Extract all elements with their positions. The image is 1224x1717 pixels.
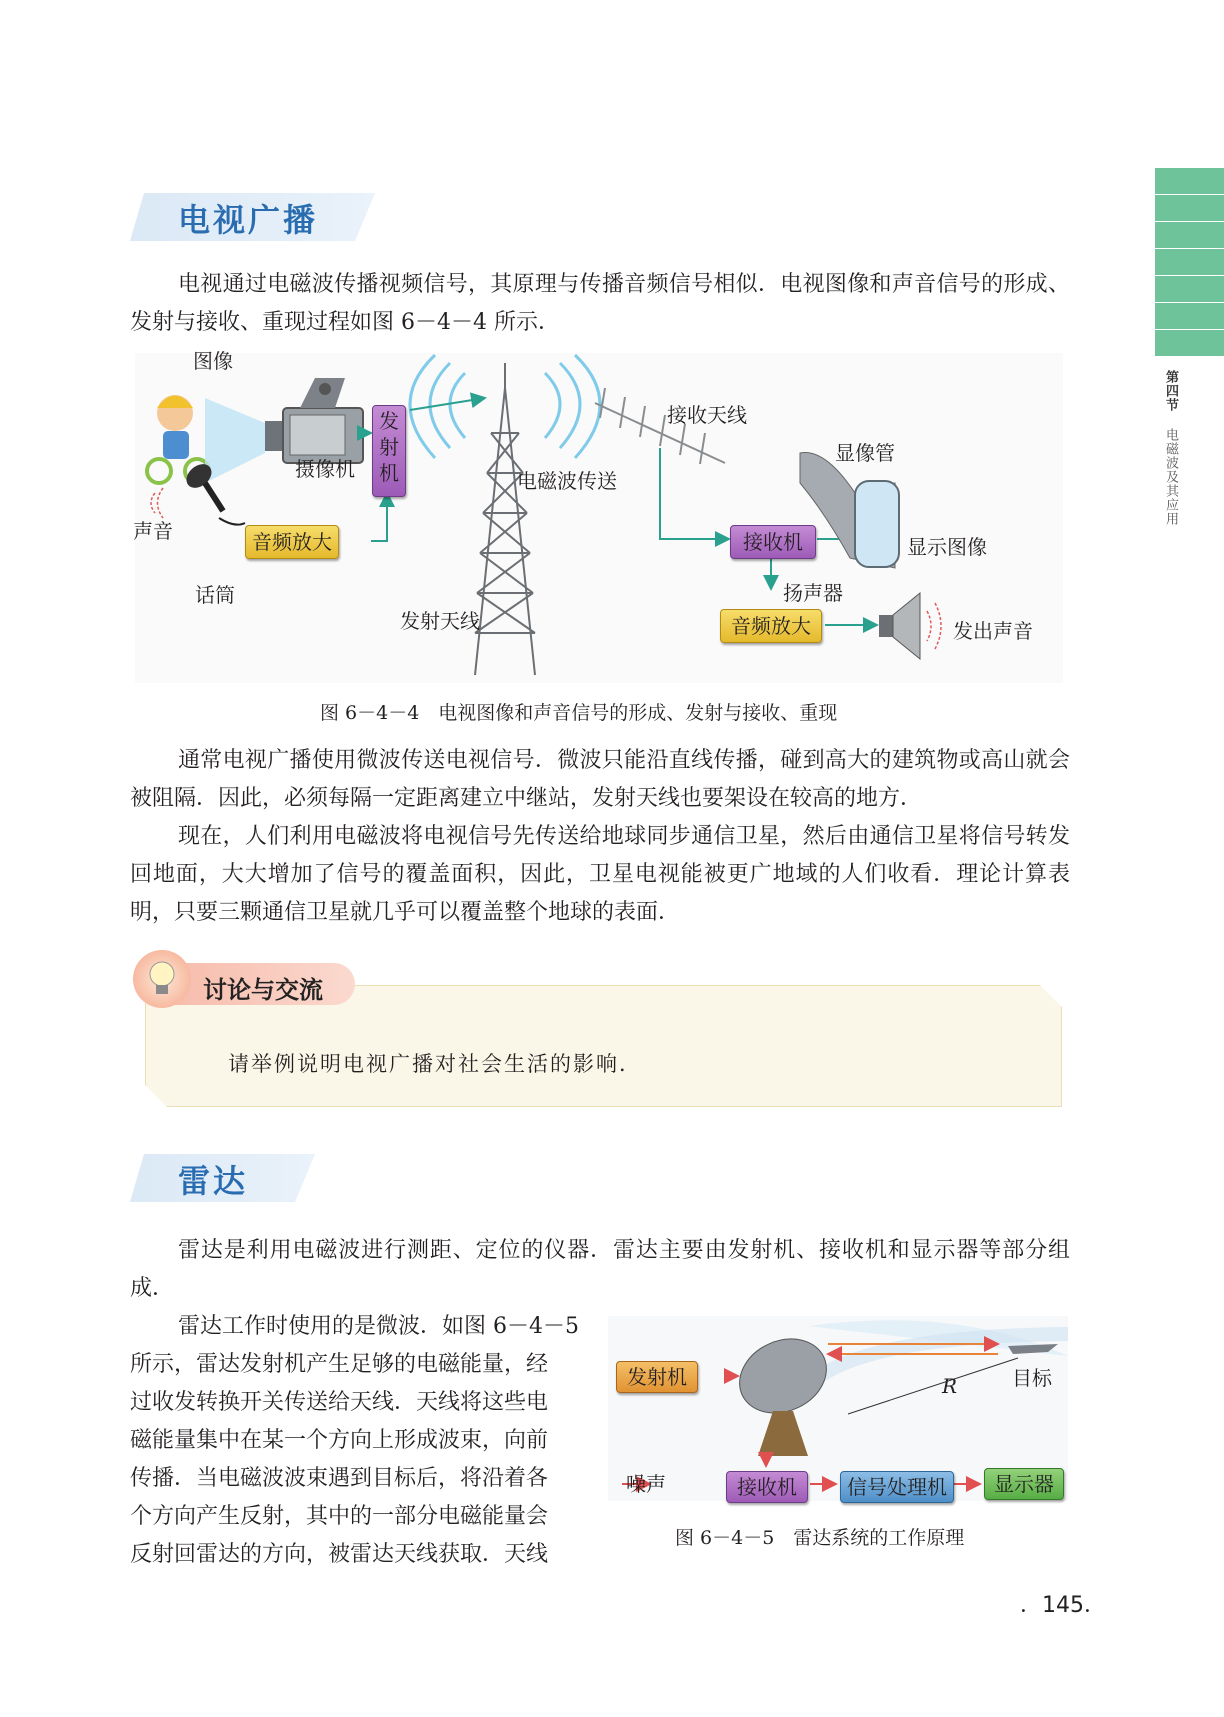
- paragraph-radar-intro: 雷达是利用电磁波进行测距、定位的仪器．雷达主要由发射机、接收机和显示器等部分组成．: [130, 1238, 1070, 1301]
- label-display-image: 显示图像: [907, 535, 987, 559]
- label-tx-antenna: 发射天线: [400, 609, 480, 633]
- transmitter-box: 发射机: [372, 405, 406, 497]
- radar-line-5: 传播．当电磁波波束遇到目标后，将沿着各: [130, 1466, 549, 1491]
- label-sound-out: 发出声音: [953, 619, 1033, 643]
- label-speaker: 扬声器: [783, 581, 843, 605]
- radar-line-7: 反射回雷达的方向，被雷达天线获取．天线: [130, 1542, 549, 1567]
- radar-dish-icon: [727, 1325, 838, 1456]
- tv-diagram-graphics: [135, 353, 1063, 683]
- label-em-wave: 电磁波传送: [517, 469, 617, 493]
- label-camera: 摄像机: [295, 457, 355, 481]
- radar-line-3: 过收发转换开关传送给天线．天线将这些电: [130, 1390, 549, 1415]
- side-section-label: 第四节: [1163, 370, 1178, 412]
- paragraph-radar-work: [130, 1308, 590, 1574]
- radar-transmitter-box: 发射机: [616, 1361, 698, 1393]
- figure-caption-6-4-4: 图 6－4－4 电视图像和声音信号的形成、发射与接收、重现: [320, 702, 838, 724]
- audio-amp-box: 音频放大: [245, 525, 339, 559]
- figure-tv-broadcast: [133, 349, 1063, 683]
- side-section-subtitle: 电磁波及其应用: [1163, 428, 1178, 526]
- radar-line-1: 雷达工作时使用的是微波．如图 6－4－5: [178, 1314, 579, 1339]
- video-camera-icon: [265, 378, 363, 463]
- audio-amp-box-2: 音频放大: [720, 609, 822, 643]
- label-target: 目标: [1012, 1366, 1052, 1390]
- label-radius: R: [942, 1374, 958, 1398]
- chapter-tab-bar: [1155, 168, 1224, 356]
- radar-receiver-box: 接收机: [726, 1471, 808, 1503]
- figure-radar: [608, 1316, 1068, 1501]
- discussion-title: 讨论与交流: [203, 976, 323, 1004]
- label-noise: 噪声: [626, 1472, 666, 1496]
- loudspeaker-icon: [879, 593, 920, 659]
- radar-line-4: 磁能量集中在某一个方向上形成波束，向前: [130, 1428, 549, 1453]
- figure-caption-6-4-5: 图 6－4－5 雷达系统的工作原理: [675, 1527, 965, 1549]
- paragraph-tv-intro: 电视通过电磁波传播视频信号，其原理与传播音频信号相似．电视图像和声音信号的形成、发射与接收、重现过程如图 6－4－4 所示．: [130, 272, 1070, 335]
- lightbulb-icon: [133, 950, 191, 1008]
- paragraph-microwave: 通常电视广播使用微波传送电视信号．微波只能沿直线传播，碰到高大的建筑物或高山就会被阻隔．因此，必须每隔一定距离建立中继站，发射天线也要架设在较高的地方．: [130, 748, 1070, 811]
- receiver-box: 接收机: [730, 525, 816, 559]
- label-sound: 声音: [133, 519, 173, 543]
- display-box: 显示器: [984, 1468, 1064, 1500]
- page-number: ．145．: [1020, 1593, 1106, 1618]
- radar-line-6: 个方向产生反射，其中的一部分电磁能量会: [130, 1504, 549, 1529]
- section-title-tv: 电视广播: [178, 201, 319, 239]
- radar-line-2: 所示，雷达发射机产生足够的电磁能量，经: [130, 1352, 549, 1377]
- label-crt: 显像管: [835, 441, 895, 465]
- signal-processor-box: 信号处理机: [840, 1471, 954, 1503]
- discussion-text: 请举例说明电视广播对社会生活的影响．: [228, 1052, 642, 1076]
- section-title-radar: 雷达: [178, 1162, 249, 1200]
- label-microphone: 话筒: [195, 583, 235, 607]
- paragraph-satellite: 现在，人们利用电磁波将电视信号先传送给地球同步通信卫星，然后由通信卫星将信号转发回地面，大大增加了信号的覆盖面积，因此，卫星电视能被更广地域的人们收看．理论计算表明，只要三颗通信卫星就几乎可以覆盖整个地球的表面．: [130, 824, 1070, 925]
- transmission-tower-icon: [475, 363, 535, 675]
- label-rx-antenna: 接收天线: [667, 403, 747, 427]
- label-image: 图像: [193, 349, 233, 373]
